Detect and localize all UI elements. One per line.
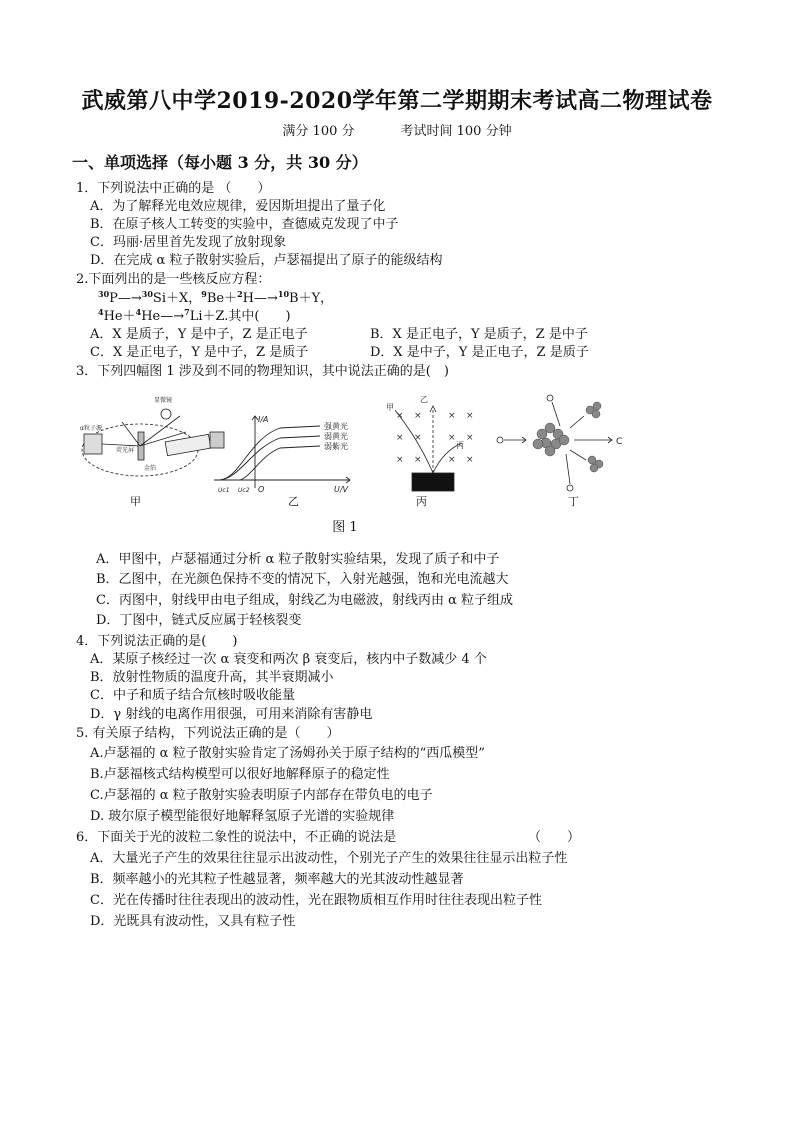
q2-eq1-part-b: Si＋X， xyxy=(152,291,202,306)
svg-text:×: × xyxy=(396,411,404,421)
q2-eq1-part-a: P—→ xyxy=(109,291,142,306)
full-score: 满分 100 分 xyxy=(282,124,355,139)
q2-eq3-part-c: Li＋Z.其中( ) xyxy=(189,309,291,324)
figure-bing-crosses xyxy=(396,411,474,465)
ray-label-jia: 甲 xyxy=(386,403,394,412)
q4-option-d: D．γ 射线的电离作用很强，可用来消除有害静电 xyxy=(90,707,373,722)
svg-text:×: × xyxy=(414,433,422,443)
q3-option-b: B．乙图中，在光颜色保持不变的情况下，入射光越强，饱和光电流越大 xyxy=(96,572,509,587)
q5-option-a: A.卢瑟福的 α 粒子散射实验肯定了汤姆孙关于原子结构的“西瓜模型” xyxy=(90,746,485,761)
exam-subtitle xyxy=(0,120,794,139)
svg-text:×: × xyxy=(414,455,422,465)
q2-eq2-part-a: Be＋ xyxy=(206,291,238,306)
label-uc2: Uc2 xyxy=(238,487,250,494)
svg-text:×: × xyxy=(466,411,474,421)
q2-eq3-mass-c: 7 xyxy=(184,307,190,317)
section-heading: 一、单项选择（每小题 3 分，共 30 分） xyxy=(72,153,368,172)
curve-label-1: 强黄光 xyxy=(324,422,348,431)
label-foil: 金箔 xyxy=(144,465,157,472)
q2-eq2-mass-c: 10 xyxy=(277,289,290,299)
q1-option-b: B．在原子核人工转变的实验中，查德威克发现了中子 xyxy=(90,217,399,232)
q4-option-b: B．放射性物质的温度升高，其半衰期减小 xyxy=(90,670,334,685)
q6-option-b: B．频率越小的光其粒子性越显著，频率越大的光其波动性越显著 xyxy=(90,872,464,887)
q2-eq1-mass-b: 30 xyxy=(141,289,153,299)
ray-label-yi: 乙 xyxy=(420,395,428,404)
q2-option-c: C．X 是正电子，Y 是中子，Z 是质子 xyxy=(90,345,309,360)
svg-text:×: × xyxy=(448,433,456,443)
q5-option-d: D. 玻尔原子模型能很好地解释氢原子光谱的实验规律 xyxy=(90,809,395,824)
q3-option-d: D．丁图中，链式反应属于轻核裂变 xyxy=(96,613,302,628)
q1-option-a: A．为了解释光电效应规律，爱因斯坦提出了量子化 xyxy=(90,199,386,214)
svg-text:×: × xyxy=(396,433,404,443)
q2-eq2-mass-b: 2 xyxy=(237,289,243,299)
q2-equation-2 xyxy=(98,308,291,326)
exam-title: 武威第八中学2019-2020学年第二学期期末考试高二物理试卷 xyxy=(81,88,713,114)
q6-option-d: D．光既具有波动性，又具有粒子性 xyxy=(90,914,296,929)
q2-stem: 2.下面列出的是一些核反应方程： xyxy=(76,272,271,287)
label-origin: O xyxy=(258,485,265,494)
q3-option-c: C．丙图中，射线甲由电子组成，射线乙为电磁波，射线丙由 α 粒子组成 xyxy=(96,593,513,608)
curve-label-2: 弱黄光 xyxy=(324,432,348,441)
figure-ding-nuclei xyxy=(533,402,603,472)
q5-stem: 5. 有关原子结构，下列说法正确的是（ ） xyxy=(76,726,340,741)
q6-option-a: A．大量光子产生的效果往往显示出波动性，个别光子产生的效果往往显示出粒子性 xyxy=(90,851,568,866)
svg-text:×: × xyxy=(466,433,474,443)
q4-option-a: A．某原子核经过一次 α 衰变和两次 β 衰变后，核内中子数减少 4 个 xyxy=(90,652,487,667)
figure-label-yi: 乙 xyxy=(288,495,299,508)
q6-answer-paren: （ ） xyxy=(528,830,581,845)
svg-text:×: × xyxy=(414,411,422,421)
q2-option-a: A．X 是质子，Y 是中子，Z 是正电子 xyxy=(90,327,308,342)
q3-figure xyxy=(80,388,720,513)
q2-eq2-part-c: B＋Y， xyxy=(289,291,334,306)
q3-option-a: A．甲图中，卢瑟福通过分析 α 粒子散射实验结果，发现了质子和中子 xyxy=(96,552,500,567)
label-alpha-source: α粒子源 xyxy=(80,425,102,432)
q6-option-c: C．光在传播时往往表现出的波动性，光在跟物质相互作用时往往表现出粒子性 xyxy=(90,893,542,908)
q4-stem: 4．下列说法正确的是( ) xyxy=(76,634,238,649)
q4-option-c: C．中子和质子结合氘核时吸收能量 xyxy=(90,688,295,703)
q2-eq3-mass-b: 4 xyxy=(135,307,142,317)
exam-time: 考试时间 100 分钟 xyxy=(400,124,512,139)
svg-text:×: × xyxy=(396,455,404,465)
ray-label-bing: 丙 xyxy=(456,441,464,450)
q5-option-b: B.卢瑟福核式结构模型可以很好地解释原子的稳定性 xyxy=(90,767,390,782)
q6-stem xyxy=(76,829,581,847)
q6-stem-text: 6．下面关于光的波粒二象性的说法中，不正确的说法是 xyxy=(76,830,397,845)
label-screen: 荧光屏 xyxy=(116,447,135,454)
q1-option-d: D．在完成 α 粒子散射实验后，卢瑟福提出了原子的能级结构 xyxy=(90,253,443,268)
q2-eq3-part-a: He＋ xyxy=(103,309,136,324)
figure-label-jia: 甲 xyxy=(130,495,141,508)
curve-label-3: 弱紫光 xyxy=(324,442,348,451)
q2-eq3-part-b: He—→ xyxy=(141,309,185,324)
q2-option-b: B．X 是正电子，Y 是质子，Z 是中子 xyxy=(370,327,588,342)
svg-text:×: × xyxy=(448,411,456,421)
q2-options-row-1 xyxy=(90,326,588,344)
q2-eq3-mass-a: 4 xyxy=(98,307,104,317)
q5-option-c: C.卢瑟福的 α 粒子散射实验表明原子内部存在带负电的电子 xyxy=(90,788,433,803)
q2-eq2-part-b: H—→ xyxy=(242,291,278,306)
svg-text:×: × xyxy=(466,455,474,465)
figure-label-bing: 丙 xyxy=(416,495,427,508)
q1-option-c: C．玛丽·居里首先发现了放射现象 xyxy=(90,235,287,250)
q2-eq1-mass-a: 30 xyxy=(98,289,110,299)
q3-stem: 3．下列四幅图 1 涉及到不同的物理知识，其中说法正确的是( ) xyxy=(76,364,449,379)
label-uc1: Uc1 xyxy=(218,487,230,494)
q2-option-d: D．X 是中子，Y 是正电子，Z 是质子 xyxy=(370,345,589,360)
q1-stem: 1．下列说法中正确的是 （ ） xyxy=(76,181,271,196)
figure-label-ding: 丁 xyxy=(568,495,579,508)
label-c: C xyxy=(616,437,623,447)
label-microscope: 显微镜 xyxy=(154,397,173,404)
figure-caption: 图 1 xyxy=(332,520,358,535)
q2-equation-1 xyxy=(98,290,333,308)
svg-text:×: × xyxy=(448,455,456,465)
q2-options-row-2 xyxy=(90,344,589,362)
label-i-axis: I/A xyxy=(258,415,269,424)
q2-eq2-mass-a: 9 xyxy=(201,289,207,299)
label-u-axis: U/V xyxy=(334,485,349,494)
